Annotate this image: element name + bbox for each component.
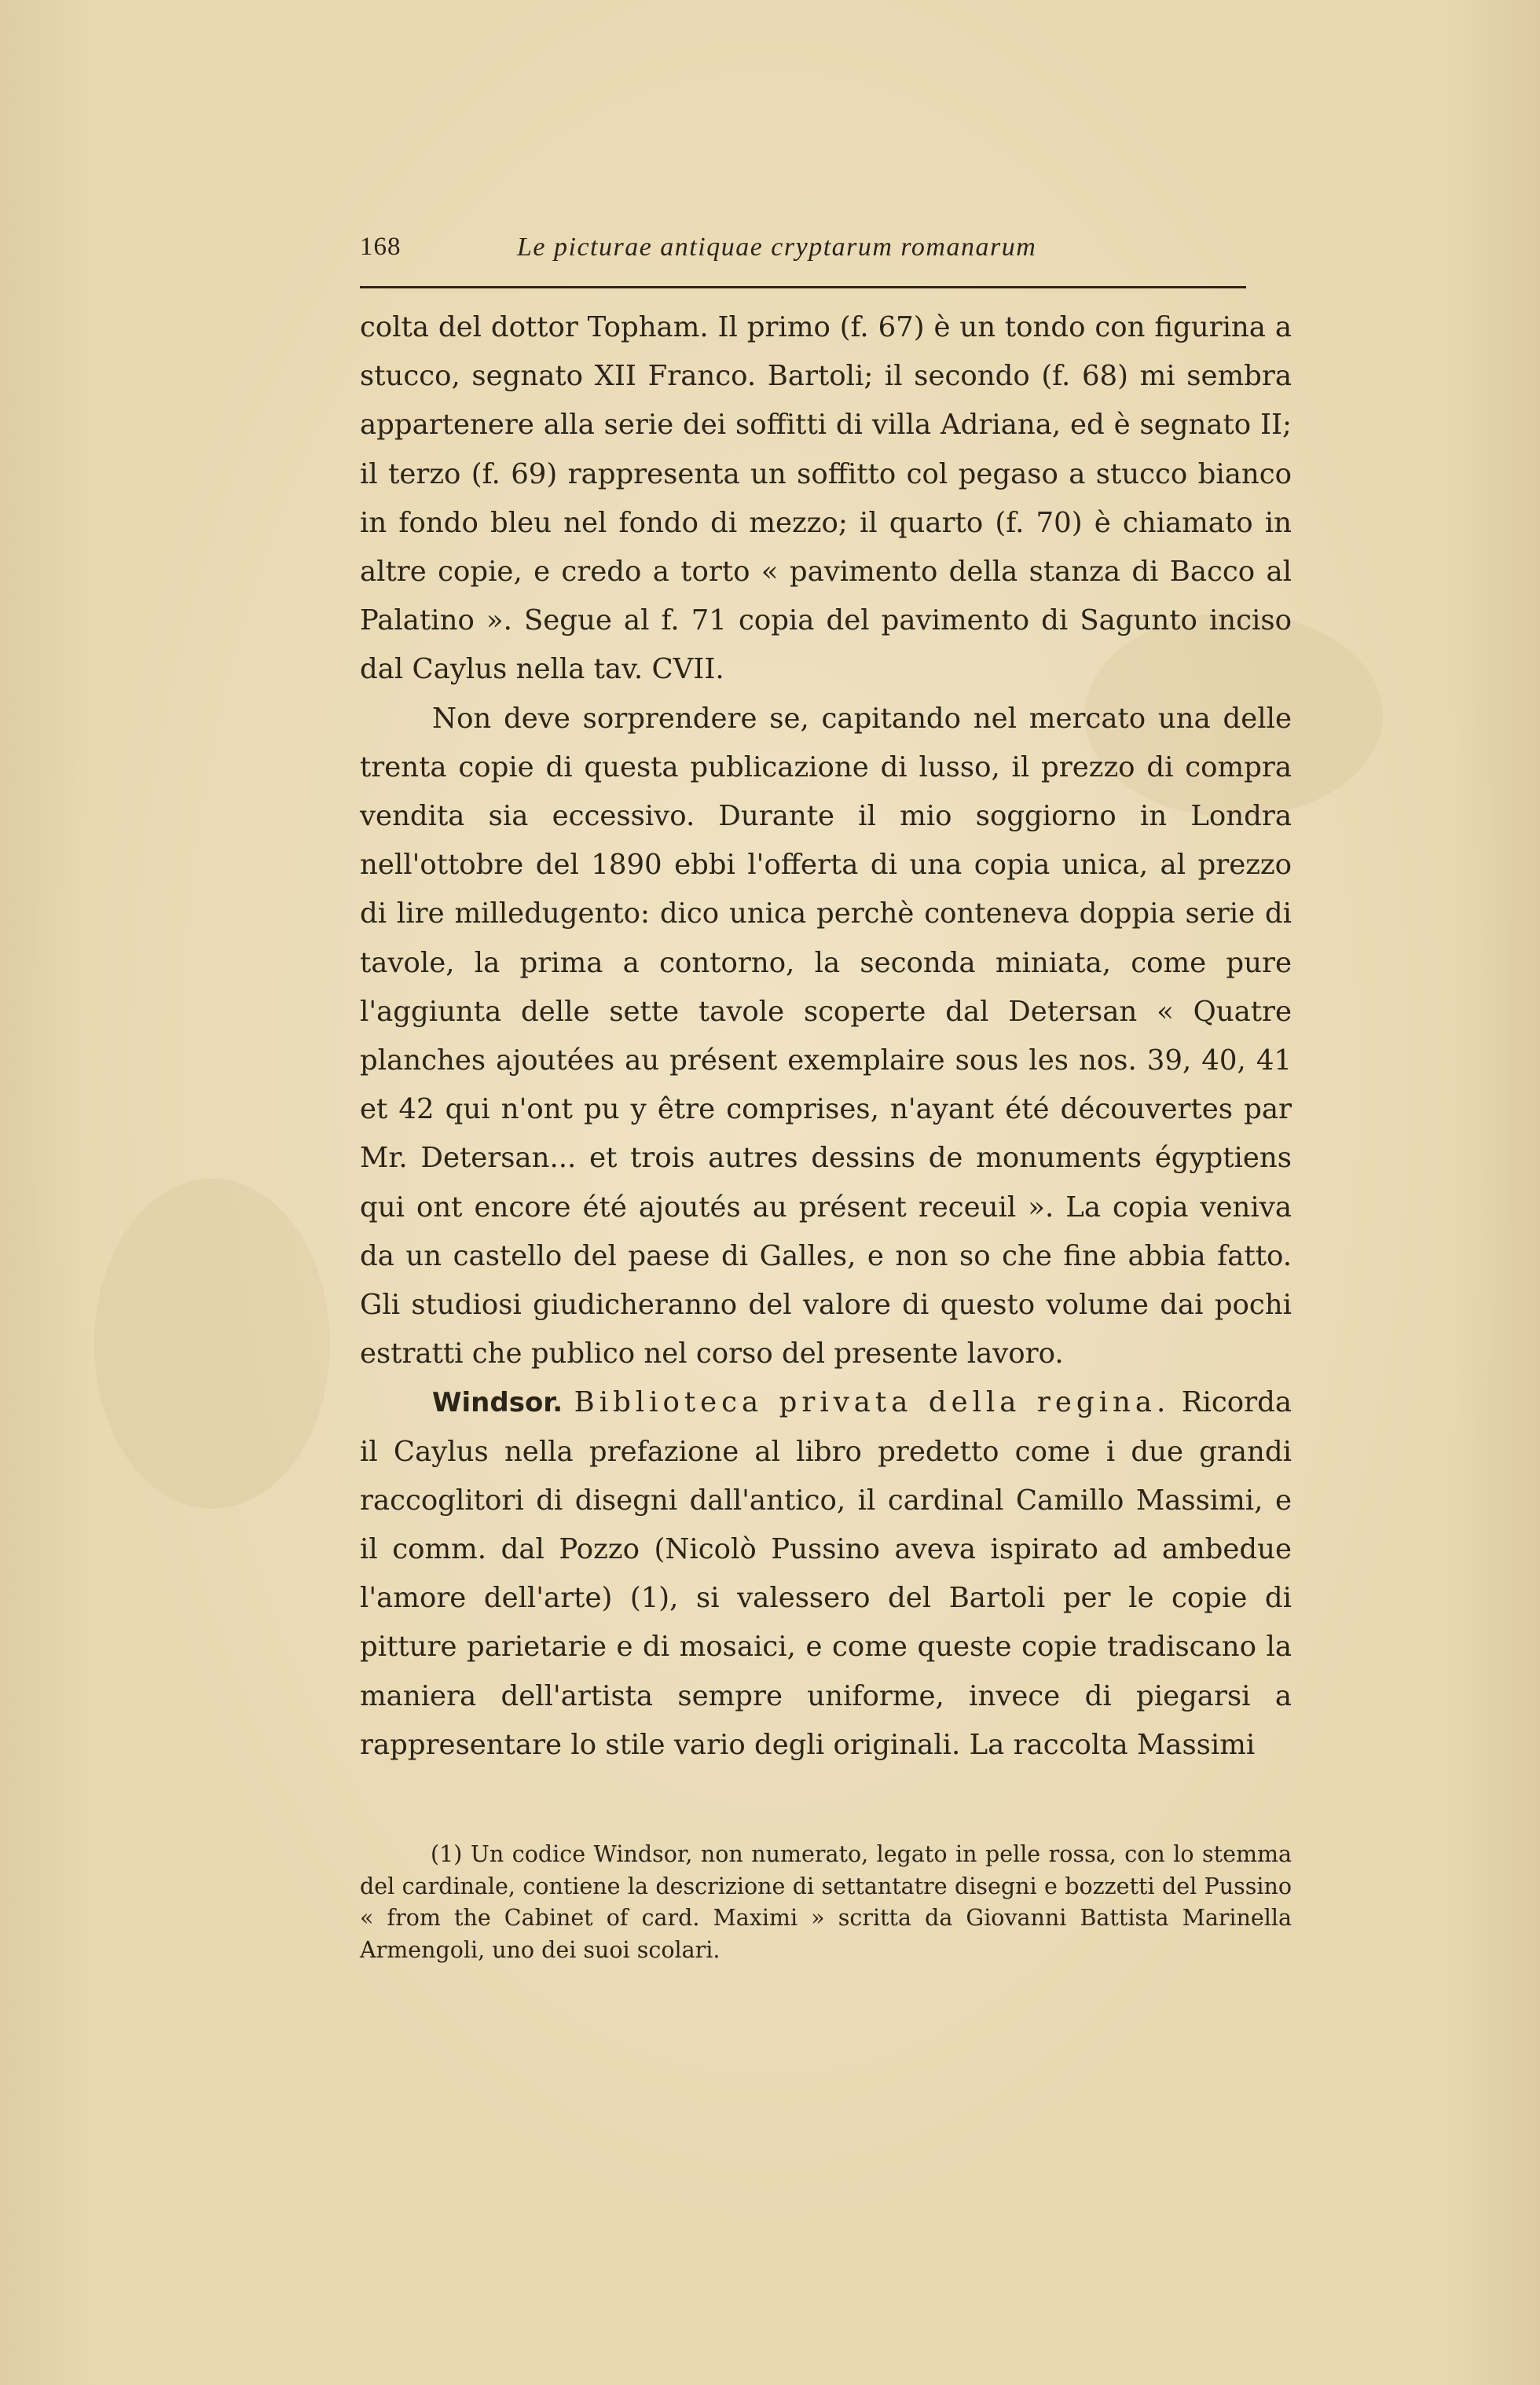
running-title: Le picturae antiquae cryptarum romanarum [517,233,1037,262]
body-text [360,303,1292,1770]
header-rule [360,286,1246,288]
footnote: (1) Un codice Windsor, non numerato, legato in pelle rossa, con lo stemma del cardinale, contiene la descrizione di settantatre disegni e bozzetti del Pussino « from the Cabinet of card. Maximi » scritta da Giovanni Battista Marinella Armengoli, uno dei suoi scolari. [360,1841,1292,1963]
place-heading: Windsor. [432,1387,563,1419]
paragraph [360,1378,1292,1770]
paragraph: Non deve sorprendere se, capitando nel mercato una delle trenta copie di questa publicazione di lusso, il prezzo di compra vendita sia eccessivo. Durante il mio soggiorno in Londra nell'ottobre del 1890 ebbi l'offerta di una copia unica, al prezzo di lire milledugento: dico unica perchè conteneva doppia serie di tavole, la prima a contorno, la seconda miniata, come pure l'aggiunta delle sette tavole scoperte dal Detersan « Quatre planches ajoutées au présent exemplaire sous les nos. 39, 40, 41 et 42 qui n'ont pu y être comprises, n'ayant été découvertes par Mr. Detersan... et trois autres dessins de monuments égyptiens qui ont encore été ajoutés au présent receuil ». La copia veniva da un castello del paese di Galles, e non so che fine abbia fatto. Gli studiosi giudicheranno del valore di questo volume dai pochi estratti che publico nel corso del presente lavoro. [360,702,1292,1370]
spaced-heading: Biblioteca privata della regina. [574,1386,1171,1419]
paper-stain [94,1179,330,1509]
paragraph: colta del dottor Topham. Il primo (f. 67) è un tondo con figurina a stucco, segnato XII Franco. Bartoli; il secondo (f. 68) mi sembra appartenere alla serie dei soffitti di villa Adriana, ed è segnato II; il terzo (f. 69) rappresenta un soffitto col pegaso a stucco bianco in fondo bleu nel fondo di mezzo; il quarto (f. 70) è chiamato in altre copie, e credo a torto « pavimento della stanza di Bacco al Palatino ». Segue al f. 71 copia del pavimento di Sagunto inciso dal Caylus nella tav. CVII. [360,311,1292,686]
footnotes [360,1839,1292,1966]
page-header [360,233,1246,280]
paragraph-text: Ricorda il Caylus nella prefazione al libro predetto come i due grandi raccoglitori di disegni dall'antico, il cardinal Camillo Massimi, e il comm. dal Pozzo (Nicolò Pussino aveva ispirato ad ambedue l'amore dell'arte) (1), si valessero del Bartoli per le copie di pitture parietarie e di mosaici, e come queste copie tradiscano la maniera dell'artista sempre uniforme, invece di piegarsi a rappresentare lo stile vario degli originali. La raccolta Massimi [360,1386,1292,1761]
page-number: 168 [360,233,402,261]
